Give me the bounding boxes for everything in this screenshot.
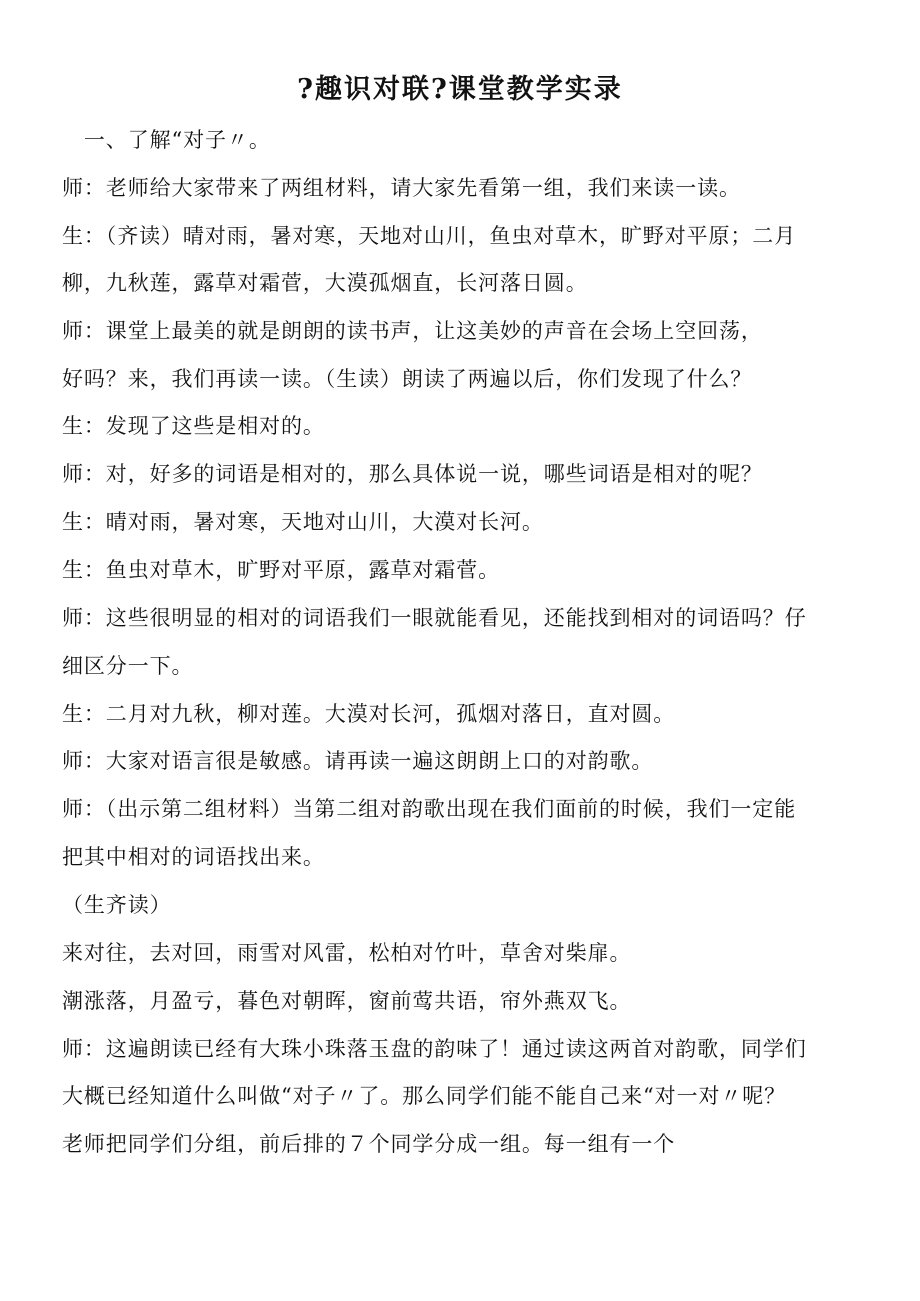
paragraph-line: 师：老师给大家带来了两组材料，请大家先看第一组，我们来读一读。 bbox=[62, 176, 741, 200]
paragraph-line: 生：鱼虫对草木，旷野对平原，露草对霜菅。 bbox=[62, 558, 500, 582]
paragraph-line: 生：晴对雨，暑对寒，天地对山川，大漠对长河。 bbox=[62, 510, 544, 534]
section-heading: 一、了解“对子〃。 bbox=[62, 128, 271, 152]
paragraph-line: 师：这些很明显的相对的词语我们一眼就能看见，还能找到相对的词语吗？仔 bbox=[62, 606, 807, 630]
paragraph-line: 细区分一下。 bbox=[62, 654, 194, 678]
paragraph-line: 师：（出示第二组材料）当第二组对韵歌出现在我们面前的时候，我们一定能 bbox=[62, 797, 797, 821]
paragraph-line: 师：这遍朗读已经有大珠小珠落玉盘的韵味了！通过读这两首对韵歌，同学们 bbox=[62, 1037, 807, 1061]
paragraph-line: 老师把同学们分组，前后排的７个同学分成一组。每一组有一个 bbox=[62, 1132, 676, 1156]
document-title: ?趣识对联?课堂教学实录 bbox=[297, 74, 623, 105]
paragraph-line: 师：对，好多的词语是相对的，那么具体说一说，哪些词语是相对的呢？ bbox=[62, 462, 763, 486]
paragraph-line: 潮涨落，月盈亏，暮色对朝晖，窗前莺共语，帘外燕双飞。 bbox=[62, 989, 632, 1013]
paragraph-line: 师：课堂上最美的就是朗朗的读书声，让这美妙的声音在会场上空回荡， bbox=[62, 319, 763, 343]
paragraph-line: 生：发现了这些是相对的。 bbox=[62, 414, 325, 438]
paragraph-line: 柳，九秋莲，露草对霜菅，大漠孤烟直，长河落日圆。 bbox=[62, 271, 588, 295]
paragraph-line: 生：（齐读）晴对雨，暑对寒，天地对山川，鱼虫对草木，旷野对平原；二月 bbox=[62, 224, 797, 248]
paragraph-line: 好吗？来，我们再读一读。（生读）朗读了两遍以后，你们发现了什么？ bbox=[62, 367, 753, 391]
paragraph-line: 大概已经知道什么叫做“对子〃了。那么同学们能不能自己来“对一对〃呢？ bbox=[62, 1084, 787, 1108]
paragraph-line: （生齐读） bbox=[62, 893, 172, 917]
paragraph-line: 来对往，去对回，雨雪对风雷，松柏对竹叶，草舍对柴扉。 bbox=[62, 941, 632, 965]
paragraph-line: 生：二月对九秋，柳对莲。大漠对长河，孤烟对落日，直对圆。 bbox=[62, 702, 676, 726]
paragraph-line: 师：大家对语言很是敏感。请再读一遍这朗朗上口的对韵歌。 bbox=[62, 749, 654, 773]
paragraph-line: 把其中相对的词语找出来。 bbox=[62, 845, 325, 869]
